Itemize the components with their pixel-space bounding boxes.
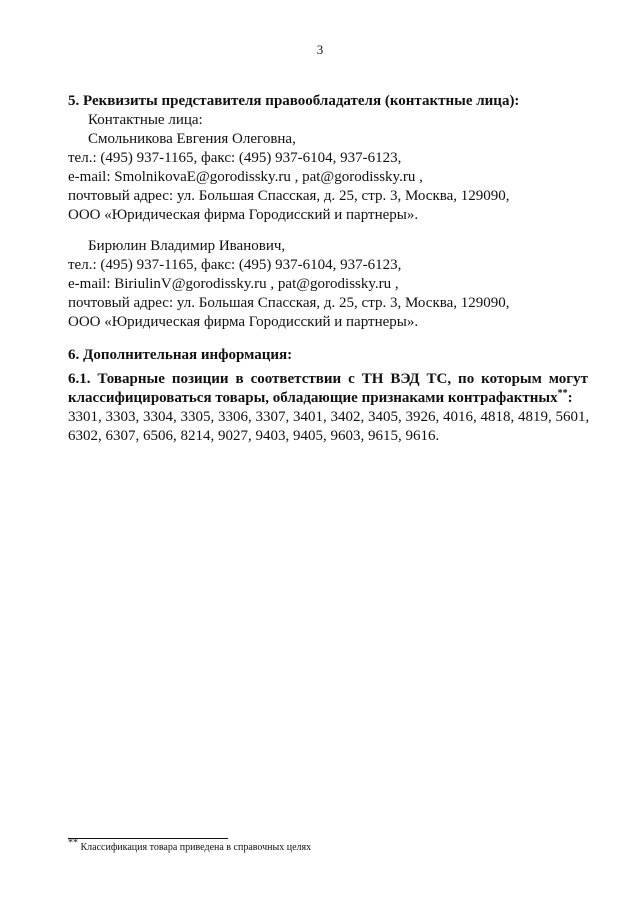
page-number: 3 [316,42,324,57]
item-6-1-line-1: 6.1. Товарные позиции в соответствии с ТН ВЭД ТС, по которым могут [68,371,588,387]
contact-1-phone: тел.: (495) 937-1165, факс: (495) 937-6104, 937-6123, [68,150,402,166]
contact-1-name: Смольникова Евгения Олеговна, [88,131,296,147]
contact-1-address: почтовый адрес: ул. Большая Спасская, д. 25, стр. 3, Москва, 129090, [68,188,510,204]
footnote-divider [68,838,228,839]
contact-1-company: ООО «Юридическая фирма Городисский и партнеры». [68,207,419,223]
contact-2-phone: тел.: (495) 937-1165, факс: (495) 937-6104, 937-6123, [68,257,402,273]
contact-2-address: почтовый адрес: ул. Большая Спасская, д. 25, стр. 3, Москва, 129090, [68,295,510,311]
section-5-heading: 5. Реквизиты представителя правообладателя (контактные лица): [68,93,520,109]
footnote-text: Классификация товара приведена в справочных целях [78,842,312,853]
item-6-1-text: классифицироваться товары, обладающие признаками контрафактных [68,390,558,406]
codes-line-2: 6302, 6307, 6506, 8214, 9027, 9403, 9405, 9603, 9615, 9616. [68,428,440,444]
contact-2-company: ООО «Юридическая фирма Городисский и партнеры». [68,314,419,330]
contacts-subheading: Контактные лица: [88,112,203,128]
contact-1-email: e-mail: SmolnikovaE@gorodissky.ru , pat@gorodissky.ru , [68,169,423,185]
footnote [68,837,312,853]
footnote-marker: ** [557,388,568,399]
contact-2-name: Бирюлин Владимир Иванович, [88,238,286,254]
codes-line-1: 3301, 3303, 3304, 3305, 3306, 3307, 3401, 3402, 3405, 3926, 4016, 4818, 4819, 5601, [68,409,590,425]
item-6-1-line-2 [68,389,573,408]
contact-2-email: e-mail: BiriulinV@gorodissky.ru , pat@gorodissky.ru , [68,276,399,292]
footnote-marker: ** [68,837,78,849]
section-6-heading: 6. Дополнительная информация: [68,347,293,363]
item-6-1-colon: : [567,390,573,406]
